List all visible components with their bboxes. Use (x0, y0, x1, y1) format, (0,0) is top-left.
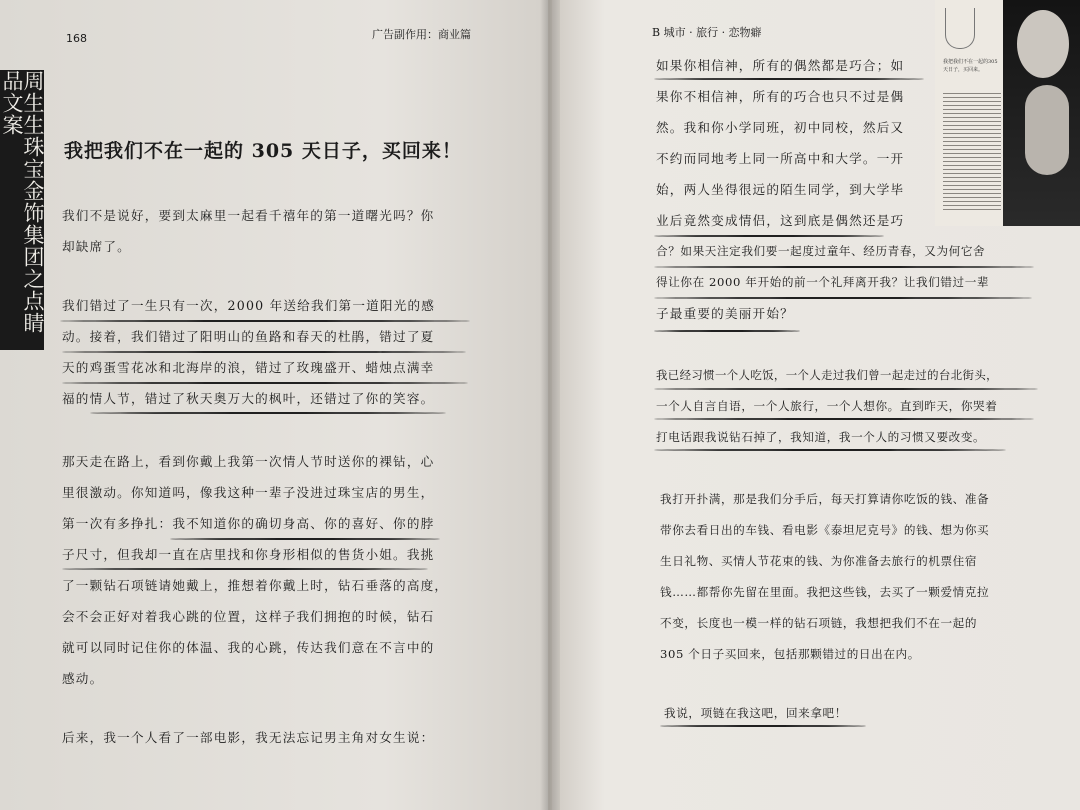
text-line: 就可以同时记住你的体温、我的心跳，传达我们意在不言中的 (62, 640, 435, 655)
left-paragraph-4 (62, 722, 466, 753)
model-face-illustration (1017, 10, 1069, 78)
pen-underline (654, 388, 1038, 390)
pen-underline (654, 297, 1032, 299)
text-line: 305 个日子买回来，包括那颗错过的日出在内。 (660, 647, 920, 661)
text-line: 后来，我一个人看了一部电影，我无法忘记男主角对女生说： (62, 730, 435, 745)
text-line: 天的鸡蛋雪花冰和北海岸的浪，错过了玫瑰盛开、蜡烛点满幸 (62, 360, 435, 375)
pen-underline (90, 412, 446, 414)
sidebar-text: 周生生珠宝金饰集团之点睛品文案 (0, 70, 45, 334)
text-line: 钱……都帮你先留在里面。我把这些钱，去买了一颗爱情克拉 (660, 585, 990, 599)
vertical-sidebar-title (0, 70, 44, 350)
pen-underline (654, 449, 1006, 451)
pen-underline (62, 351, 466, 353)
pen-underline (654, 266, 1034, 268)
text-line: 我已经习惯一个人吃饭，一个人走过我们曾一起走过的台北街头， (656, 368, 998, 382)
text-line: 感动。 (62, 671, 104, 686)
right-paragraph-3 (660, 484, 1040, 670)
text-line: 不变，长度也一模一样的钻石项链，我想把我们不在一起的 (660, 616, 978, 630)
text-line: 子尺寸，但我却一直在店里找和你身形相似的售货小姐。我挑 (62, 547, 435, 562)
left-running-head: 广告副作用：商业篇 (372, 28, 471, 41)
text-line: 带你去看日出的车钱、看电影《泰坦尼克号》的钱、想为你买 (660, 523, 990, 537)
text-line: 合？如果天注定我们要一起度过童年、经历青春，又为何它舍 (656, 244, 986, 258)
pen-underline (60, 320, 470, 322)
left-paragraph-1 (62, 200, 466, 262)
pen-underline (654, 235, 884, 237)
text-line: 我打开扑满，那是我们分手后，每天打算请你吃饭的钱、准备 (660, 492, 990, 506)
text-line: 动。接着，我们错过了阳明山的鱼路和春天的杜鹃，错过了夏 (62, 329, 435, 344)
text-line: 始，两人坐得很远的陌生同学，到大学毕 (656, 182, 905, 197)
text-line: 我们错过了一生只有一次，2000 年送给我们第一道阳光的感 (62, 298, 436, 313)
text-line: 我们不是说好，要到太麻里一起看千禧年的第一道曙光吗？你 (62, 208, 435, 223)
model-hand-illustration (1025, 85, 1069, 175)
text-line: 业后竟然变成情侣，这到底是偶然还是巧 (656, 213, 905, 228)
text-line: 第一次有多挣扎：我不知道你的确切身高、你的喜好、你的脖 (62, 516, 435, 531)
text-line: 果你不相信神，所有的巧合也只不过是偶 (656, 89, 905, 104)
text-line: 得让你在 2000 年开始的前一个礼拜离开我？让我们错过一辈 (656, 275, 990, 289)
text-line: 那天走在路上，看到你戴上我第一次情人节时送你的裸钻，心 (62, 454, 435, 469)
text-line: 会不会正好对着我心跳的位置，这样子我们拥抱的时候，钻石 (62, 609, 435, 624)
text-line: 却缺席了。 (62, 239, 131, 254)
pen-underline (170, 538, 440, 540)
text-line: 打电话跟我说钻石掉了，我知道，我一个人的习惯又要改变。 (656, 430, 986, 444)
right-paragraph-2 (656, 360, 1040, 453)
right-running-head: B 城市 · 旅行 · 恋物癖 (652, 26, 762, 39)
pen-underline (654, 418, 1034, 420)
advertisement-photo (935, 0, 1080, 226)
text-line: 子最重要的美丽开始？ (656, 306, 794, 321)
text-line: 里很激动。你知道吗，像我这种一辈子没进过珠宝店的男生， (62, 485, 435, 500)
page-number: 168 (66, 32, 87, 45)
article-title: 我把我们不在一起的 305 天日子，买回来！ (64, 140, 462, 162)
text-line: 不约而同地考上同一所高中和大学。一开 (656, 151, 905, 166)
left-paragraph-3 (62, 446, 466, 694)
text-line: 了一颗钻石项链请她戴上，推想着你戴上时，钻石垂落的高度， (62, 578, 449, 593)
text-line: 我说，项链在我这吧，回来拿吧！ (664, 706, 847, 720)
pen-underline (62, 382, 468, 384)
pen-underline (660, 725, 866, 727)
book-gutter (540, 0, 560, 810)
text-line: 福的情人节，错过了秋天奥万大的枫叶，还错过了你的笑容。 (62, 391, 435, 406)
text-line: 一个人自言自语，一个人旅行，一个人想你。直到昨天，你哭着 (656, 399, 998, 413)
photo-caption: 我把我们不在一起的305天日子，买回来。 (943, 59, 998, 73)
pen-underline (62, 568, 428, 570)
text-line: 如果你相信神，所有的偶然都是巧合；如 (656, 58, 905, 73)
text-line: 然。我和你小学同班，初中同校，然后又 (656, 120, 905, 135)
pen-underline (654, 330, 800, 332)
pen-underline (654, 78, 924, 80)
text-line: 生日礼物、买情人节花束的钱、为你准备去旅行的机票住宿 (660, 554, 978, 568)
necklace-pendant-illustration (945, 8, 975, 49)
